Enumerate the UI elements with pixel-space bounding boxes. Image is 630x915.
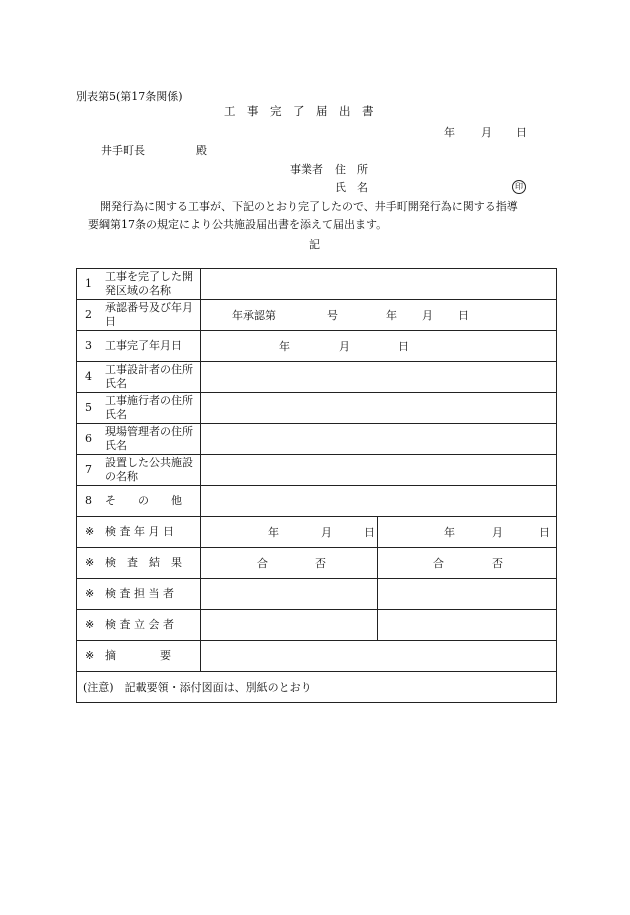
designer-field[interactable] — [201, 362, 557, 393]
row-label-cell: 1工事を完了した開発区域の名称 — [77, 269, 201, 300]
row-label-cell: ※ 摘 要 — [77, 641, 201, 672]
completion-date-field[interactable]: 年 月 日 — [201, 331, 557, 362]
row-label-cell: ※ 検 査 結 果 — [77, 548, 201, 579]
table-row — [77, 548, 557, 579]
summary-field[interactable] — [201, 641, 557, 672]
table-row — [77, 517, 557, 548]
public-facility-field[interactable] — [201, 455, 557, 486]
contractor-field[interactable] — [201, 393, 557, 424]
row-label-cell: 4工事設計者の住所氏名 — [77, 362, 201, 393]
table-row — [77, 486, 557, 517]
inspector-field-1[interactable] — [201, 579, 378, 610]
table-row — [77, 331, 557, 362]
table-row — [77, 610, 557, 641]
row-label-cell: ※ 検 査 年 月 日 — [77, 517, 201, 548]
witness-field-1[interactable] — [201, 610, 378, 641]
form-number: 別表第5(第17条関係) — [76, 90, 183, 103]
row-label-cell: 5工事施行者の住所氏名 — [77, 393, 201, 424]
inspector-field-2[interactable] — [378, 579, 557, 610]
other-field[interactable] — [201, 486, 557, 517]
table-row — [77, 641, 557, 672]
inspection-result-field-1[interactable]: 合 否 — [201, 548, 378, 579]
inspection-date-field-1[interactable]: 年 月 日 — [201, 517, 378, 548]
row-label-cell: 2承認番号及び年月日 — [77, 300, 201, 331]
row-label-cell: 8 そ の 他 — [77, 486, 201, 517]
inspection-date-field-2[interactable]: 年 月 日 — [378, 517, 557, 548]
approval-number-field[interactable]: 年承認第 号 年 月 日 — [201, 300, 557, 331]
seal-mark: 印 — [512, 180, 526, 194]
table-row — [77, 300, 557, 331]
note-cell: (注意) 記載要領・添付図面は、別紙のとおり — [77, 672, 557, 703]
completion-form-table — [76, 268, 557, 703]
row-label-cell: ※ 検 査 立 会 者 — [77, 610, 201, 641]
witness-field-2[interactable] — [378, 610, 557, 641]
table-row — [77, 424, 557, 455]
ki-heading: 記 — [309, 238, 320, 251]
table-row — [77, 672, 557, 703]
table-row — [77, 362, 557, 393]
site-manager-field[interactable] — [201, 424, 557, 455]
table-row — [77, 455, 557, 486]
table-row — [77, 393, 557, 424]
inspection-result-field-2[interactable]: 合 否 — [378, 548, 557, 579]
table-row — [77, 579, 557, 610]
table-row — [77, 269, 557, 300]
row-label-cell: 6現場管理者の住所氏名 — [77, 424, 201, 455]
site-name-field[interactable] — [201, 269, 557, 300]
row-label-cell: ※ 検 査 担 当 者 — [77, 579, 201, 610]
row-label-cell: 7設置した公共施設の名称 — [77, 455, 201, 486]
row-label-cell: 3 工事完了年月日 — [77, 331, 201, 362]
form-title: 工 事 完 了 届 出 書 — [224, 104, 374, 118]
